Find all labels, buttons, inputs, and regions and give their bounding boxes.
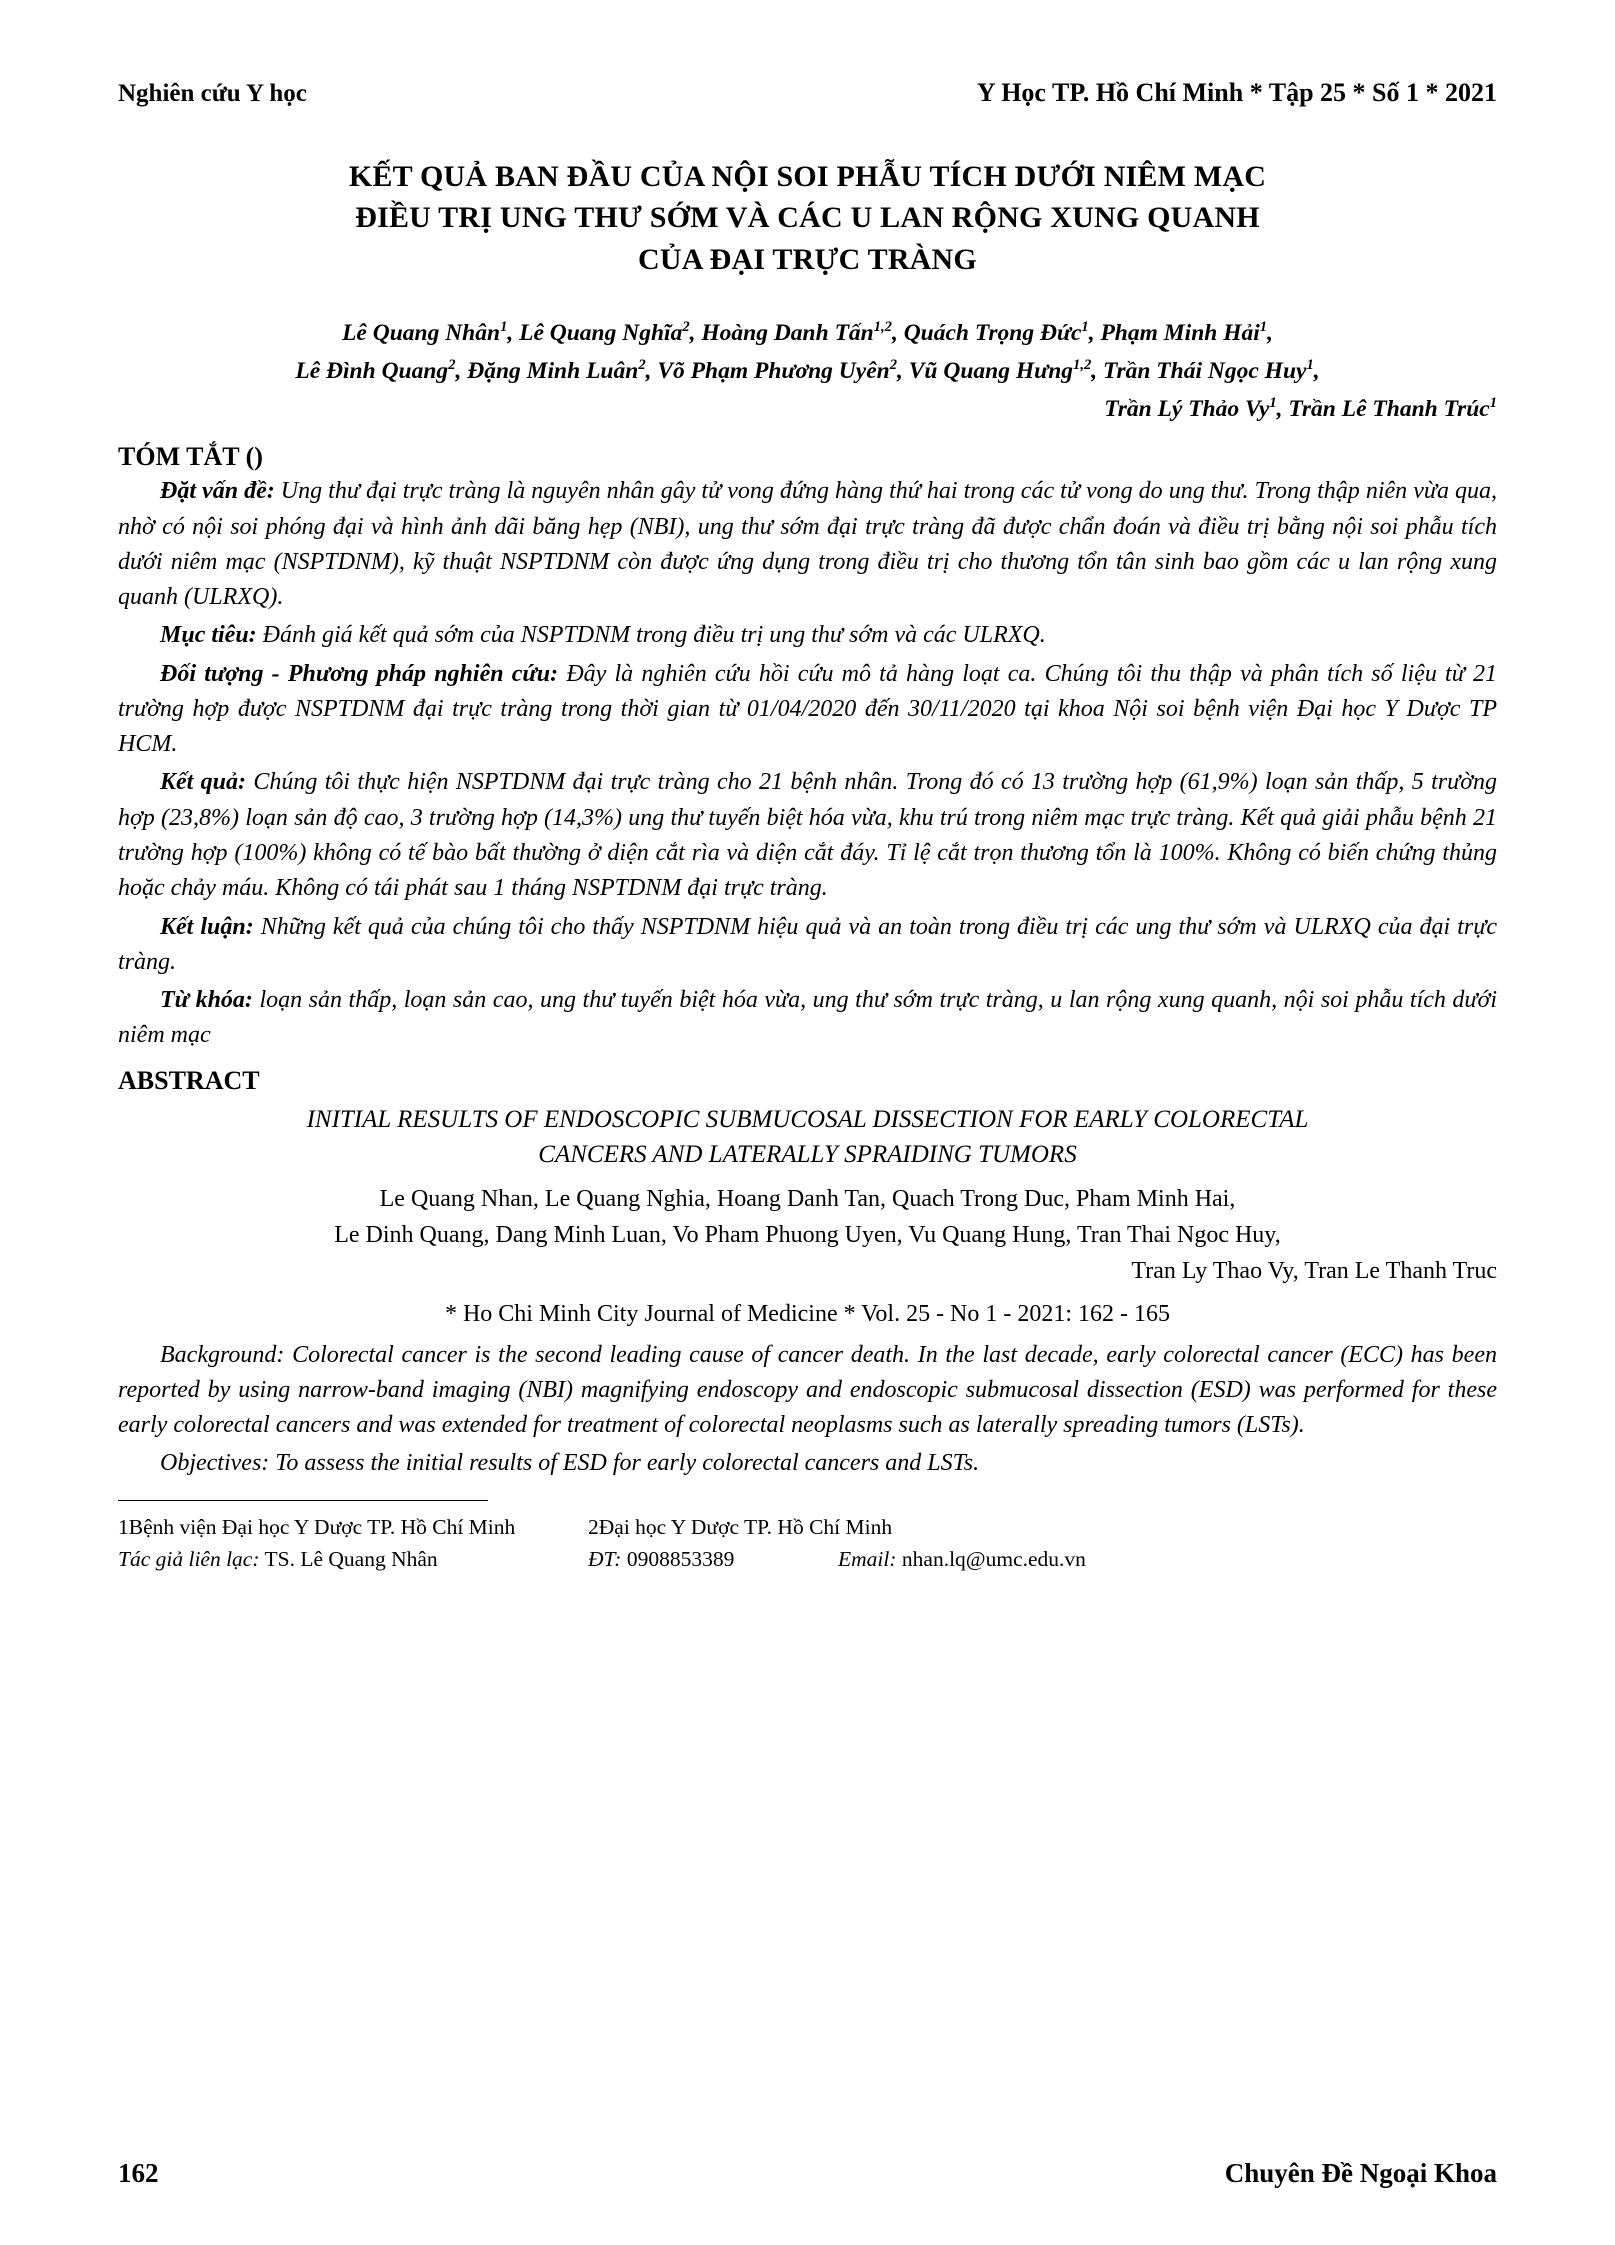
text-objectives: To assess the initial results of ESD for early colorectal cancers and LSTs. — [269, 1450, 980, 1477]
page-title — [118, 156, 1497, 280]
text-ketluan: Những kết quả của chúng tôi cho thấy NSPTDNM hiệu quả và an toàn trong điều trị các ung thư sớm và ULRXQ của đại trực tràng. — [118, 913, 1497, 975]
label-doituong: Đối tượng - Phương pháp nghiên cứu: — [160, 660, 559, 687]
label-muctieu: Mục tiêu: — [160, 622, 257, 649]
label-ketqua: Kết quả: — [160, 769, 247, 796]
text-doituong: Đây là nghiên cứu hồi cứu mô tả hàng loạt ca. Chúng tôi thu thập và phân tích số liệu từ 21 trường hợp được NSPTDNM đại trực tràng trong thời gian từ 01/04/2020 đến 30/11/2020 tại khoa Nội soi bệnh viện Đại học Y Dược TP HCM. — [118, 660, 1497, 758]
affiliation-1: 1Bệnh viện Đại học Y Dược TP. Hồ Chí Minh — [118, 1514, 516, 1539]
phone-label: ĐT: — [588, 1546, 622, 1571]
label-ketluan: Kết luận: — [160, 913, 254, 940]
paragraph-ketluan — [118, 910, 1497, 981]
label-background: Background: — [160, 1341, 285, 1368]
paragraph-doituong — [118, 657, 1497, 763]
paragraph-objectives — [118, 1446, 1497, 1481]
footer-section-title: Chuyên Đề Ngoại Khoa — [1224, 2158, 1497, 2188]
label-datvande: Đặt vấn đề: — [160, 478, 275, 505]
english-author-line-3: Tran Ly Thao Vy, Tran Le Thanh Truc — [1131, 1257, 1497, 1284]
english-author-line-1: Le Quang Nhan, Le Quang Nghia, Hoang Danh Tan, Quach Trong Duc, Pham Minh Hai, — [379, 1185, 1236, 1212]
contact-label: Tác giả liên lạc: — [118, 1546, 260, 1571]
contact-row — [118, 1543, 1497, 1575]
author-list-vietnamese — [118, 314, 1497, 428]
english-title — [118, 1102, 1497, 1173]
affiliation-row — [118, 1511, 1497, 1543]
paragraph-datvande — [118, 474, 1497, 615]
section-heading-tomtat: TÓM TẮT () — [118, 442, 263, 472]
contact-phone — [588, 1543, 838, 1575]
title-line-3: CỦA ĐẠI TRỰC TRÀNG — [638, 242, 977, 276]
running-head-right: Y Học TP. Hồ Chí Minh * Tập 25 * Số 1 * 2021 — [976, 78, 1497, 107]
author-list-english — [118, 1181, 1497, 1289]
label-objectives: Objectives: — [160, 1450, 270, 1477]
paragraph-background — [118, 1338, 1497, 1444]
contact-name: TS. Lê Quang Nhân — [259, 1546, 438, 1571]
english-title-line-1: INITIAL RESULTS OF ENDOSCOPIC SUBMUCOSAL DISSECTION FOR EARLY COLORECTAL — [306, 1105, 1309, 1133]
text-muctieu: Đánh giá kết quả sớm của NSPTDNM trong điều trị ung thư sớm và các ULRXQ. — [256, 622, 1046, 649]
label-tukhoa: Từ khóa: — [160, 987, 253, 1014]
email-label: Email: — [838, 1546, 897, 1571]
author-line-2: Lê Đình Quang$^2$, Đặng Minh Luân$^2$, Võ Phạm Phương Uyên$^2$, Vũ Quang Hưng$^{1,2}$, Trần Thái Ngọc Huy$^1$, — [295, 357, 1320, 385]
text-datvande: Ung thư đại trực tràng là nguyên nhân gây tử vong đứng hàng thứ hai trong các tử vong do ung thư. Trong thập niên vừa qua, nhờ có nội soi phóng đại và hình ảnh dãi băng hẹp (NBI), ung thư sớm đại trực tràng đã được chẩn đoán và điều trị bằng nội soi phẫu tích dưới niêm mạc (NSPTDNM), kỹ thuật NSPTDNM còn được ứng dụng trong điều trị cho thương tổn tân sinh bao gồm các u lan rộng xung quanh (ULRXQ). — [118, 478, 1497, 611]
title-line-1: KẾT QUẢ BAN ĐẦU CỦA NỘI SOI PHẪU TÍCH DƯỚI NIÊM MẠC — [348, 160, 1267, 193]
paragraph-muctieu — [118, 618, 1497, 653]
text-ketqua: Chúng tôi thực hiện NSPTDNM đại trực tràng cho 21 bệnh nhân. Trong đó có 13 trường hợp (61,9%) loạn sản thấp, 5 trường hợp (23,8%) loạn sản độ cao, 3 trường hợp (14,3%) ung thư tuyến biệt hóa vừa, khu trú trong niêm mạc trực tràng. Kết quả giải phẫu bệnh 21 trường hợp (100%) không có tế bào bất thường ở diện cắt rìa và diện cắt đáy. Tỉ lệ cắt trọn thương tổn là 100%. Không có biến chứng thủng hoặc chảy máu. Không có tái phát sau 1 tháng NSPTDNM đại trực tràng. — [118, 769, 1497, 902]
page-number: 162 — [118, 2158, 159, 2188]
contact-email — [838, 1543, 1086, 1575]
text-tukhoa: loạn sản thấp, loạn sản cao, ung thư tuyến biệt hóa vừa, ung thư sớm trực tràng, u lan rộng xung quanh, nội soi phẫu tích dưới niêm mạc — [118, 987, 1497, 1049]
journal-citation-line: * Ho Chi Minh City Journal of Medicine * Vol. 25 - No 1 - 2021: 162 - 165 — [444, 1300, 1171, 1327]
section-heading-abstract: ABSTRACT — [118, 1065, 260, 1095]
footnote-block — [118, 1511, 1497, 1576]
title-line-2: ĐIỀU TRỊ UNG THƯ SỚM VÀ CÁC U LAN RỘNG XUNG QUANH — [355, 201, 1260, 235]
paragraph-ketqua — [118, 765, 1497, 906]
affiliation-2: 2Đại học Y Dược TP. Hồ Chí Minh — [588, 1514, 893, 1539]
english-title-line-2: CANCERS AND LATERALLY SPRAIDING TUMORS — [538, 1141, 1077, 1169]
phone-value: 0908853389 — [621, 1546, 735, 1571]
text-background: Colorectal cancer is the second leading cause of cancer death. In the last decade, early colorectal cancer (ECC) has been reported by using narrow-band imaging (NBI) magnifying endoscopy and endoscopic submucosal dissection (ESD) was performed for these early colorectal cancers and was extended for treatment of colorectal neoplasms such as laterally spreading tumors (LSTs). — [118, 1341, 1497, 1439]
author-line-1: Lê Quang Nhân$^1$, Lê Quang Nghĩa$^2$, Hoàng Danh Tấn$^{1,2}$, Quách Trọng Đức$^1$, Phạm Minh Hải$^1$, — [342, 319, 1273, 347]
email-value: nhan.lq@umc.edu.vn — [896, 1546, 1086, 1571]
running-head — [118, 78, 1497, 108]
paragraph-tukhoa — [118, 983, 1497, 1054]
contact-author — [118, 1543, 588, 1575]
author-line-3: Trần Lý Thảo Vy$^1$, Trần Lê Thanh Trúc$^1$ — [1104, 395, 1497, 423]
page-footer — [118, 2158, 1497, 2189]
running-head-left: Nghiên cứu Y học — [118, 80, 307, 107]
footnote-divider — [118, 1500, 488, 1501]
english-author-line-2: Le Dinh Quang, Dang Minh Luan, Vo Pham Phuong Uyen, Vu Quang Hung, Tran Thai Ngoc Huy, — [334, 1221, 1281, 1248]
